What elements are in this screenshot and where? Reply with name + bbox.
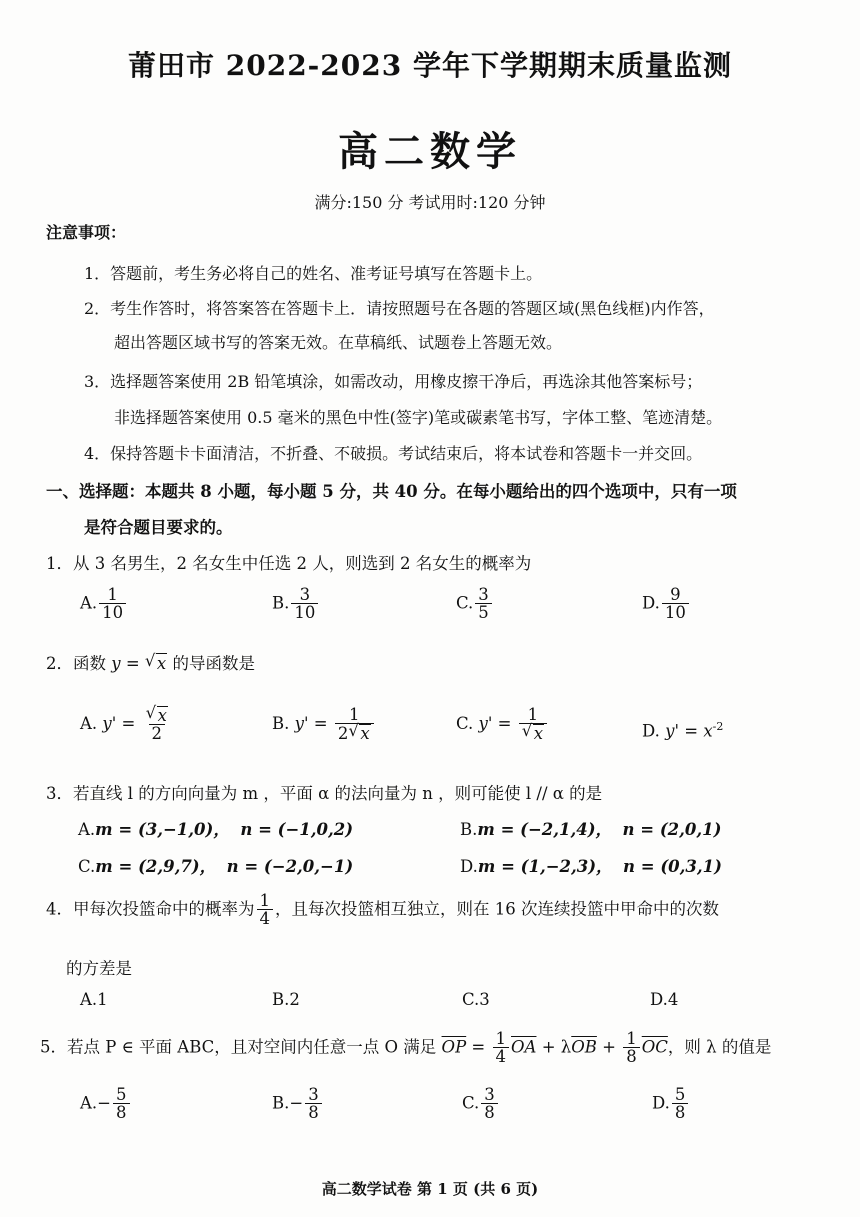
question-1-stem: 1．从 3 名男生，2 名女生中任选 2 人，则选到 2 名女生的概率为 [46,554,532,573]
question-5-stem: 5．若点 P ∈ 平面 ABC，且对空间内任意一点 O 满足 $\overline{OP}$ = $\frac{1}{4}$ $\overline{OA} + \lambda\overline{OB}$ + $\frac{1}{8}$ $\overline{OC}$，则 λ 的值是 [40,1029,772,1067]
q2-option-a: A. y' = √ $\frac{x}{2}$ [80,706,173,743]
q3-option-c: C.m = (2,9,7)， n = (−2,0,−1) [78,857,354,876]
q3-option-a: A.m = (3,−1,0)， n = (−1,0,2) [78,820,354,839]
q1-option-a: A. $\frac{1}{10}$ [80,586,128,622]
notice-item: 2．考生作答时，将答案答在答题卡上．请按照题号在各题的答题区域(黑色线框)内作答， [84,299,715,318]
section-heading-cont: 是符合题目要求的。 [84,518,233,537]
notice-item: 4．保持答题卡卡面清洁，不折叠、不破损。考试结束后，将本试卷和答题卡一并交回。 [84,444,703,463]
q3-option-d: D.m = (1,−2,3)， n = (0,3,1) [460,857,722,876]
q1-option-b: B. $\frac{3}{10}$ [272,586,320,622]
question-4-stem: 4．甲每次投篮命中的概率为 $\frac{1}{4}$ ，且每次投篮相互独立，则在 16 次连续投篮中甲命中的次数 [46,891,719,929]
q2-option-b: B. y' = $\frac{1}{2 √ x}$ [272,706,376,743]
notice-item: 1．答题前，考生务必将自己的姓名、准考证号填写在答题卡上。 [84,264,543,283]
q5-option-d: D. $\frac{5}{8}$ [652,1086,690,1122]
notice-item: 超出答题区域书写的答案无效。在草稿纸、试题卷上答题无效。 [114,333,563,352]
q5-option-a: A.− $\frac{5}{8}$ [80,1086,132,1122]
q1-option-d: D. $\frac{9}{10}$ [642,586,691,622]
subject-title: 高二数学 [338,128,522,175]
q3-option-b: B.m = (−2,1,4)， n = (2,0,1) [460,820,722,839]
q4-option-b: B.2 [272,990,300,1009]
q5-option-b: B.− $\frac{3}{8}$ [272,1086,324,1122]
notice-heading: 注意事项： [46,223,127,242]
exam-meta: 满分:150 分 考试用时:120 分钟 [314,193,546,212]
page-footer: 高二数学试卷 第 1 页 (共 6 页) [321,1180,539,1198]
question-4-stem-cont: 的方差是 [66,959,132,978]
q2-option-c: C. y' = 1 √ x [456,706,549,743]
q4-option-c: C.3 [462,990,490,1009]
section-heading: 一、选择题：本题共 8 小题，每小题 5 分，共 40 分。在每小题给出的四个选项中，只有一项 [46,482,737,501]
question-3-stem: 3．若直线 l 的方向向量为 m ，平面 α 的法向量为 n ，则可能使 l // α 的是 [46,784,603,803]
notice-item: 3．选择题答案使用 2B 铅笔填涂，如需改动，用橡皮擦干净后，再选涂其他答案标号； [84,372,703,391]
q1-option-c: C. $\frac{3}{5}$ [456,586,494,622]
exam-title: 莆田市 2022-2023 学年下学期期末质量监测 [128,49,732,82]
q4-option-d: D.4 [650,990,679,1009]
notice-item: 非选择题答案使用 0.5 毫米的黑色中性(签字)笔或碳素笔书写，字体工整、笔迹清楚。 [114,408,723,427]
q4-option-a: A.1 [80,990,108,1009]
q5-option-c: C. $\frac{3}{8}$ [462,1086,500,1122]
q2-option-d: D. $y' = x^{-2}$ [642,720,724,741]
question-2-stem: 2．函数 y = √ x 的导函数是 [46,650,255,674]
